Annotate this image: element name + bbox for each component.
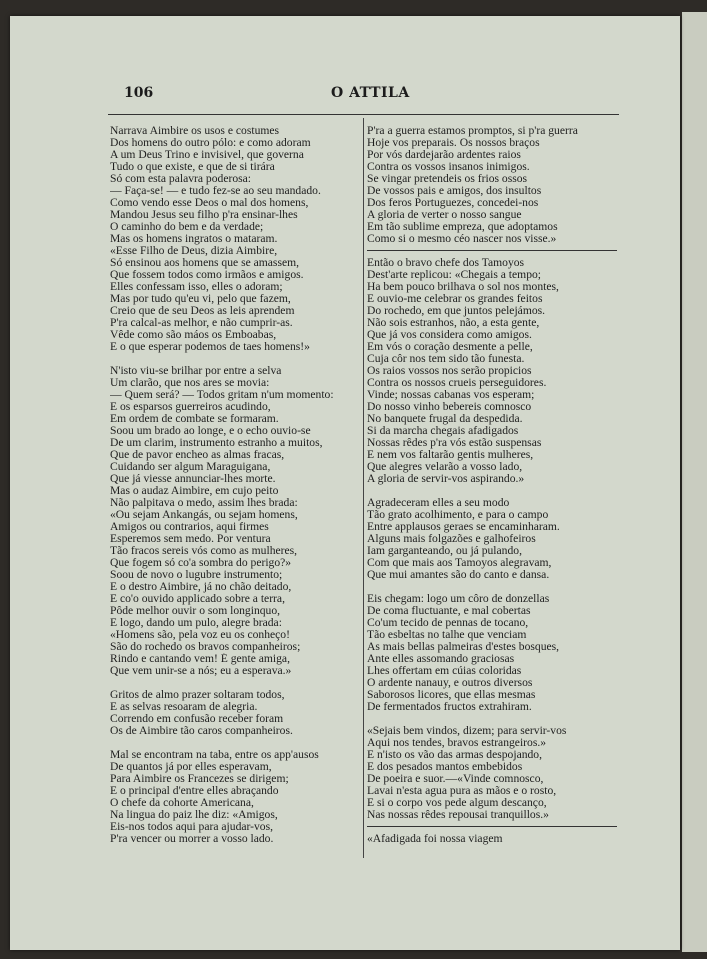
verse-line: E n'isto os vão das armas despojando,: [367, 749, 542, 761]
verse-line: Tudo o que existe, e que de si tirára: [110, 161, 275, 173]
adjacent-page-edge: [682, 12, 707, 952]
verse-line: Como vendo esse Deos o mal dos homens,: [110, 197, 309, 209]
verse-line: «Ou sejam Ankangás, ou sejam homens,: [110, 509, 298, 521]
verse-line: «Esse Filho de Deus, dizia Aimbire,: [110, 245, 278, 257]
verse-line: Lhes offertam em cúias coloridas: [367, 665, 522, 677]
verse-line: Então o bravo chefe dos Tamoyos: [367, 257, 525, 269]
verse-line: Si da marcha chegais afadigados: [367, 425, 519, 437]
verse-line: Do nosso vinho bebereis comnosco: [367, 401, 532, 413]
verse-line: A gloria de verter o nosso sangue: [367, 209, 522, 221]
verse-line: Tão esbeltas no talhe que venciam: [367, 629, 527, 641]
verse-line: Que já vos considera como amigos.: [367, 329, 532, 341]
verse-line: Vêde como são máos os Emboabas,: [110, 329, 277, 341]
verse-line: Eis chegam: logo um côro de donzellas: [367, 593, 550, 605]
verse-line: Aqui nos tendes, bravos estrangeiros.»: [367, 737, 547, 749]
verse-line: — Quem será? — Todos gritam n'um momento:: [110, 389, 334, 401]
verse-line: Na lingua do paiz lhe diz: «Amigos,: [110, 809, 278, 821]
verse-line: E os esparsos guerreiros acudindo,: [110, 401, 271, 413]
verse-line: Para Aimbire os Francezes se dirigem;: [110, 773, 289, 785]
right-top-stanza: [367, 125, 619, 245]
left-stanza-2: [110, 365, 362, 677]
verse-line: Rindo e cantando vem! É gente amiga,: [110, 653, 290, 665]
verse-line: Só com esta palavra poderosa:: [110, 173, 252, 185]
verse-line: Correndo em confusão receber foram: [110, 713, 284, 725]
verse-line: — Faça-se! — e tudo fez-se ao seu mandado.: [110, 185, 321, 197]
verse-line: «Homens são, pela voz eu os conheço!: [110, 629, 290, 641]
verse-line: Cuidando ser algum Maraguigana,: [110, 461, 271, 473]
left-column: [110, 125, 362, 845]
verse-line: O caminho do bem e da verdade;: [110, 221, 264, 233]
verse-line: Contra os vossos insanos inimigos.: [367, 161, 530, 173]
verse-line: Soou um brado ao longe, e o echo ouvio-se: [110, 425, 311, 437]
verse-line: Em ordem de combate se formaram.: [110, 413, 279, 425]
verse-line: Que de pavor encheo as almas fracas,: [110, 449, 285, 461]
verse-line: Que fogem só co'a sombra do perigo?»: [110, 557, 292, 569]
left-stanza-3: [110, 689, 362, 737]
verse-line: Pôde melhor ouvir o som longinquo,: [110, 605, 281, 617]
verse-line: Entre applausos geraes se encaminharam.: [367, 521, 560, 533]
verse-line: Tão fracos sereis vós como as mulheres,: [110, 545, 298, 557]
verse-line: De quantos já por elles esperavam,: [110, 761, 272, 773]
verse-line: N'isto viu-se brilhar por entre a selva: [110, 365, 282, 377]
right-column-rule-bottom: [367, 826, 617, 827]
right-column: [367, 125, 619, 845]
verse-line: De poeira e suor.—«Vinde comnosco,: [367, 773, 544, 785]
verse-line: Nas nossas rêdes repousai tranquillos.»: [367, 809, 549, 821]
verse-line: Narrava Aimbire os usos e costumes: [110, 125, 280, 137]
column-divider: [363, 118, 364, 858]
verse-line: Do rochedo, em que juntos pelejámos.: [367, 305, 546, 317]
verse-line: E o principal d'entre elles abraçando: [110, 785, 279, 797]
right-stanza-1: [367, 257, 619, 485]
verse-line: De um clarim, instrumento estranho a muitos,: [110, 437, 323, 449]
verse-line: P'ra vencer ou morrer a vosso lado.: [110, 833, 274, 845]
verse-line: Mas os homens ingratos o mataram.: [110, 233, 278, 245]
left-stanza-1: [110, 125, 362, 353]
verse-line: Que fossem todos como irmãos e amigos.: [110, 269, 304, 281]
verse-line: «Sejais bem vindos, dizem; para servir-vos: [367, 725, 567, 737]
verse-line: São do rochedo os bravos companheiros;: [110, 641, 301, 653]
verse-line: Cuja côr nos tem sido tão funesta.: [367, 353, 525, 365]
verse-line: Mas o audaz Aimbire, em cujo peito: [110, 485, 279, 497]
verse-line: Nossas rêdes p'ra vós estão suspensas: [367, 437, 542, 449]
verse-line: Contra os nossos crueis perseguidores.: [367, 377, 547, 389]
verse-line: Se vingar pretendeis os frios ossos: [367, 173, 528, 185]
verse-line: Os raios vossos nos serão propicios: [367, 365, 532, 377]
verse-line: Em vós o coração desmente a pelle,: [367, 341, 533, 353]
verse-line: Saborosos licores, que ellas mesmas: [367, 689, 536, 701]
verse-line: Eis-nos todos aqui para ajudar-vos,: [110, 821, 274, 833]
right-column-rule: [367, 250, 617, 251]
verse-line: Por vós dardejarão ardentes raios: [367, 149, 521, 161]
verse-line: E as selvas resoaram de alegria.: [110, 701, 258, 713]
verse-line: Que vem unir-se a nós; eu a esperava.»: [110, 665, 292, 677]
verse-line: As mais bellas palmeiras d'estes bosques,: [367, 641, 560, 653]
verse-line: E dos pesados mantos embebidos: [367, 761, 523, 773]
verse-line: De vossos pais e amigos, dos insultos: [367, 185, 542, 197]
verse-line: Creio que de seu Deos as leis aprendem: [110, 305, 295, 317]
verse-line: De fermentados fructos extrahiram.: [367, 701, 532, 713]
right-stanza-2: [367, 497, 619, 581]
verse-line: Gritos de almo prazer soltaram todos,: [110, 689, 285, 701]
verse-line: Só ensinou aos homens que se amassem,: [110, 257, 300, 269]
verse-line: E o que esperar podemos de taes homens!»: [110, 341, 310, 353]
verse-line: Elles confessam isso, elles o adoram;: [110, 281, 283, 293]
verse-line: P'ra calcal-as melhor, e não cumprir-as.: [110, 317, 293, 329]
verse-line: Não palpitava o medo, assim lhes brada:: [110, 497, 298, 509]
page-header: [124, 85, 614, 103]
verse-line: P'ra a guerra estamos promptos, si p'ra guerra: [367, 125, 578, 137]
verse-line: A um Deus Trino e invisivel, que governa: [110, 149, 304, 161]
verse-line: Os de Aimbire tão caros companheiros.: [110, 725, 293, 737]
verse-line: E co'o ouvido applicado sobre a terra,: [110, 593, 285, 605]
header-rule: [108, 114, 619, 115]
verse-line: E si o corpo vos pede algum descanço,: [367, 797, 547, 809]
verse-line: Mal se encontram na taba, entre os app'ausos: [110, 749, 319, 761]
verse-line: Que mui amantes são do canto e dansa.: [367, 569, 550, 581]
verse-line: Que alegres velarão a vosso lado,: [367, 461, 523, 473]
verse-line: Não sois estranhos, não, a esta gente,: [367, 317, 540, 329]
verse-line: E o destro Aimbire, já no chão deitado,: [110, 581, 292, 593]
verse-line: Ante elles assomando graciosas: [367, 653, 515, 665]
verse-line: Mas por tudo qu'eu vi, pelo que fazem,: [110, 293, 291, 305]
verse-line: Iam garganteando, ou já pulando,: [367, 545, 522, 557]
verse-line: E logo, dando um pulo, alegre brada:: [110, 617, 282, 629]
running-title: O ATTILA: [331, 85, 410, 101]
verse-line: Como si o mesmo céo nascer nos visse.»: [367, 233, 557, 245]
verse-line: Alguns mais folgazões e galhofeiros: [367, 533, 536, 545]
verse-line: Ha bem pouco brilhava o sol nos montes,: [367, 281, 559, 293]
verse-line: E nem vos faltarão gentis mulheres,: [367, 449, 534, 461]
right-stanza-4: [367, 725, 619, 821]
right-stanza-3: [367, 593, 619, 713]
verse-line: Em tão sublime empreza, que adoptamos: [367, 221, 558, 233]
verse-line: O chefe da cohorte Americana,: [110, 797, 254, 809]
verse-line: Agradeceram elles a seu modo: [367, 497, 510, 509]
verse-line: No banquete frugal da despedida.: [367, 413, 523, 425]
verse-line: Lavai n'esta agua pura as mãos e o rosto,: [367, 785, 557, 797]
page-number: 106: [124, 85, 154, 101]
verse-line: Soou de novo o lugubre instrumento;: [110, 569, 283, 581]
verse-line: Co'um tecido de pennas de tocano,: [367, 617, 529, 629]
verse-line: O ardente nanauy, e outros diversos: [367, 677, 533, 689]
verse-line: Que já viesse annunciar-lhes morte.: [110, 473, 276, 485]
verse-line: De coma fluctuante, e mal cobertas: [367, 605, 531, 617]
verse-line: A gloria de servir-vos aspirando.»: [367, 473, 525, 485]
verse-line: Esperemos sem medo. Por ventura: [110, 533, 271, 545]
verse-line: E ouvio-me celebrar os grandes feitos: [367, 293, 543, 305]
left-stanza-4: [110, 749, 362, 845]
verse-line: Dos homens do outro pólo: e como adoram: [110, 137, 311, 149]
verse-line: Vinde; nossas cabanas vos esperam;: [367, 389, 535, 401]
verse-line: Hoje vos preparais. Os nossos braços: [367, 137, 540, 149]
verse-line: Dest'arte replicou: «Chegais a tempo;: [367, 269, 542, 281]
verse-line: Mandou Jesus seu filho p'ra ensinar-lhes: [110, 209, 298, 221]
verse-line: Um clarão, que nos ares se movia:: [110, 377, 270, 389]
verse-line: Amigos ou contrarios, aqui firmes: [110, 521, 269, 533]
verse-line: Tão grato acolhimento, e para o campo: [367, 509, 549, 521]
verse-line: Dos feros Portuguezes, concedei-nos: [367, 197, 539, 209]
verse-line: «Afadigada foi nossa viagem: [367, 833, 503, 845]
verse-line: Com que mais aos Tamoyos alegravam,: [367, 557, 552, 569]
